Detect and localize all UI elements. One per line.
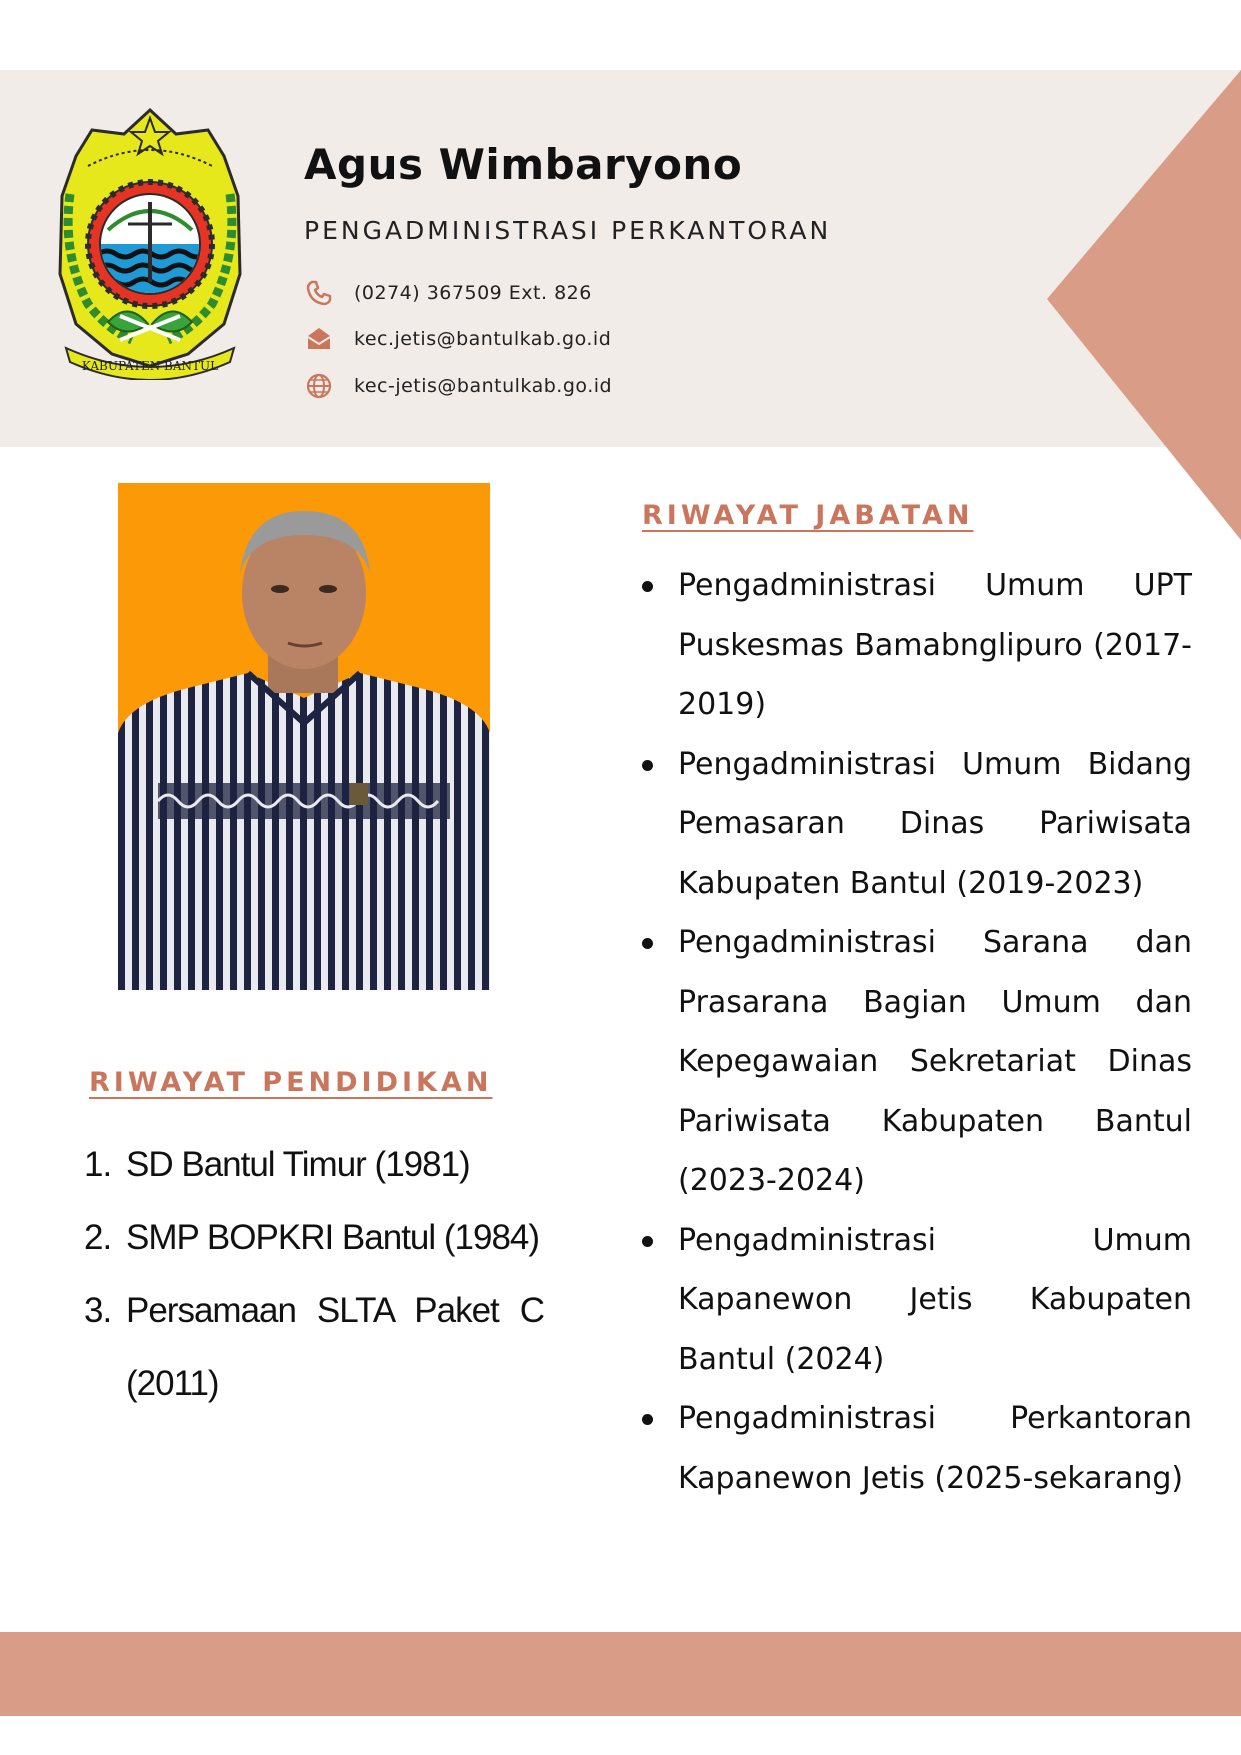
phone-text: (0274) 367509 Ext. 826: [354, 282, 592, 304]
email-text: kec.jetis@bantulkab.go.id: [354, 328, 612, 350]
education-list: [84, 1128, 544, 1420]
mail-icon: [304, 324, 334, 354]
profile-photo: [118, 483, 490, 990]
education-text: SD Bantul Timur (1981): [126, 1145, 470, 1184]
list-item: [84, 1274, 544, 1420]
website-text: kec-jetis@bantulkab.go.id: [354, 375, 613, 397]
emblem-label: KABUPATEN BANTUL: [81, 359, 219, 373]
job-title: PENGADMINISTRASI PERKANTORAN: [304, 216, 832, 245]
contact-mail: [304, 324, 611, 354]
contact-phone: [304, 278, 592, 308]
list-item: [84, 1128, 544, 1201]
list-item: [84, 1201, 544, 1274]
list-number: 3.: [84, 1291, 112, 1330]
list-number: 1.: [84, 1145, 112, 1184]
positions-heading: RIWAYAT JABATAN: [642, 500, 974, 531]
list-item: Pengadministrasi Umum UPT Puskesmas Bamabnglipuro (2017-2019): [640, 556, 1192, 735]
list-item: Pengadministrasi Perkantoran Kapanewon Jetis (2025-sekarang): [640, 1389, 1192, 1508]
list-item: Pengadministrasi Umum Bidang Pemasaran Dinas Pariwisata Kabupaten Bantul (2019-2023): [640, 735, 1192, 914]
person-name: Agus Wimbaryono: [304, 140, 743, 189]
footer-band: [0, 1632, 1241, 1716]
positions-list: [640, 556, 1192, 1508]
education-heading: RIWAYAT PENDIDIKAN: [89, 1067, 493, 1098]
corner-triangle-decoration: [1030, 70, 1241, 540]
list-item: Pengadministrasi Umum Kapanewon Jetis Kabupaten Bantul (2024): [640, 1211, 1192, 1390]
list-item: Pengadministrasi Sarana dan Prasarana Bagian Umum dan Kepegawaian Sekretariat Dinas Pariwisata Kabupaten Bantul (2023-2024): [640, 913, 1192, 1211]
contact-web: [304, 371, 612, 401]
phone-icon: [304, 278, 334, 308]
globe-icon: [304, 371, 334, 401]
bantul-emblem-logo: [48, 104, 253, 380]
education-text: SMP BOPKRI Bantul (1984): [126, 1218, 540, 1257]
education-text: Persamaan SLTA Paket C (2011): [126, 1291, 544, 1403]
list-number: 2.: [84, 1218, 112, 1257]
